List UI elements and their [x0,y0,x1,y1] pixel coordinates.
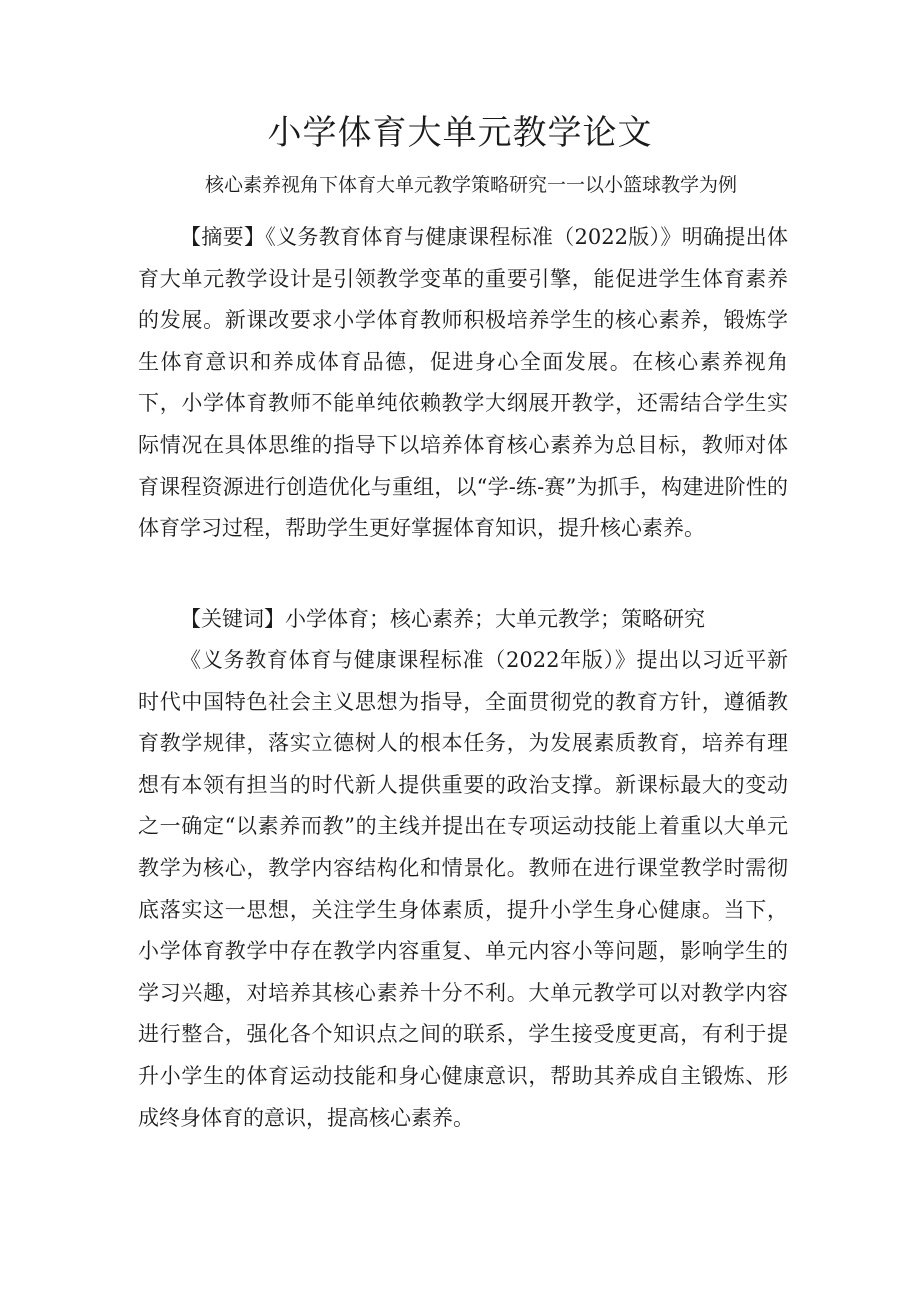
abstract-label: 【摘要】 [180,225,266,249]
keywords-label: 【关键词】 [180,607,285,631]
page-title: 小学体育大单元教学论文 [267,113,653,153]
keywords-paragraph [138,599,788,641]
abstract-text: 《义务教育体育与健康课程标准（2022版）》明确提出体育大单元教学设计是引领教学变革的重要引擎，能促进学生体育素养的发展。新课改要求小学体育教师积极培养学生的核心素养，锻炼学生体育意识和养成体育品德，促进身心全面发展。在核心素养视角下，小学体育教师不能单纯依赖教学大纲展开教学，还需结合学生实际情况在具体思维的指导下以培养体育核心素养为总目标，教师对体育课程资源进行创造优化与重组，以“学-练-赛”为抓手，构建进阶性的体育学习过程，帮助学生更好掌握体育知识，提升核心素养。 [138,225,789,541]
keywords-text: 小学体育；核心素养；大单元教学；策略研究 [285,607,705,631]
abstract-paragraph [138,217,788,550]
page-subtitle: 核心素养视角下体育大单元教学策略研究一一以小篮球教学为例 [204,174,737,196]
intro-paragraph: 《义务教育体育与健康课程标准（2022年版）》提出以习近平新时代中国特色社会主义思想为指导，全面贯彻党的教育方针，遵循教育教学规律，落实立德树人的根本任务，为发展素质教育，培养有理想有本领有担当的时代新人提供重要的政治支撑。新课标最大的变动之一确定“以素养而教”的主线并提出在专项运动技能上着重以大单元教学为核心，教学内容结构化和情景化。教师在进行课堂教学时需彻底落实这一思想，关注学生身体素质，提升小学生身心健康。当下，小学体育教学中存在教学内容重复、单元内容小等问题，影响学生的学习兴趣，对培养其核心素养十分不利。大单元教学可以对教学内容进行整合，强化各个知识点之间的联系，学生接受度更高，有利于提升小学生的体育运动技能和身心健康意识，帮助其养成自主锻炼、形成终身体育的意识，提高核心素养。 [138,648,788,1130]
